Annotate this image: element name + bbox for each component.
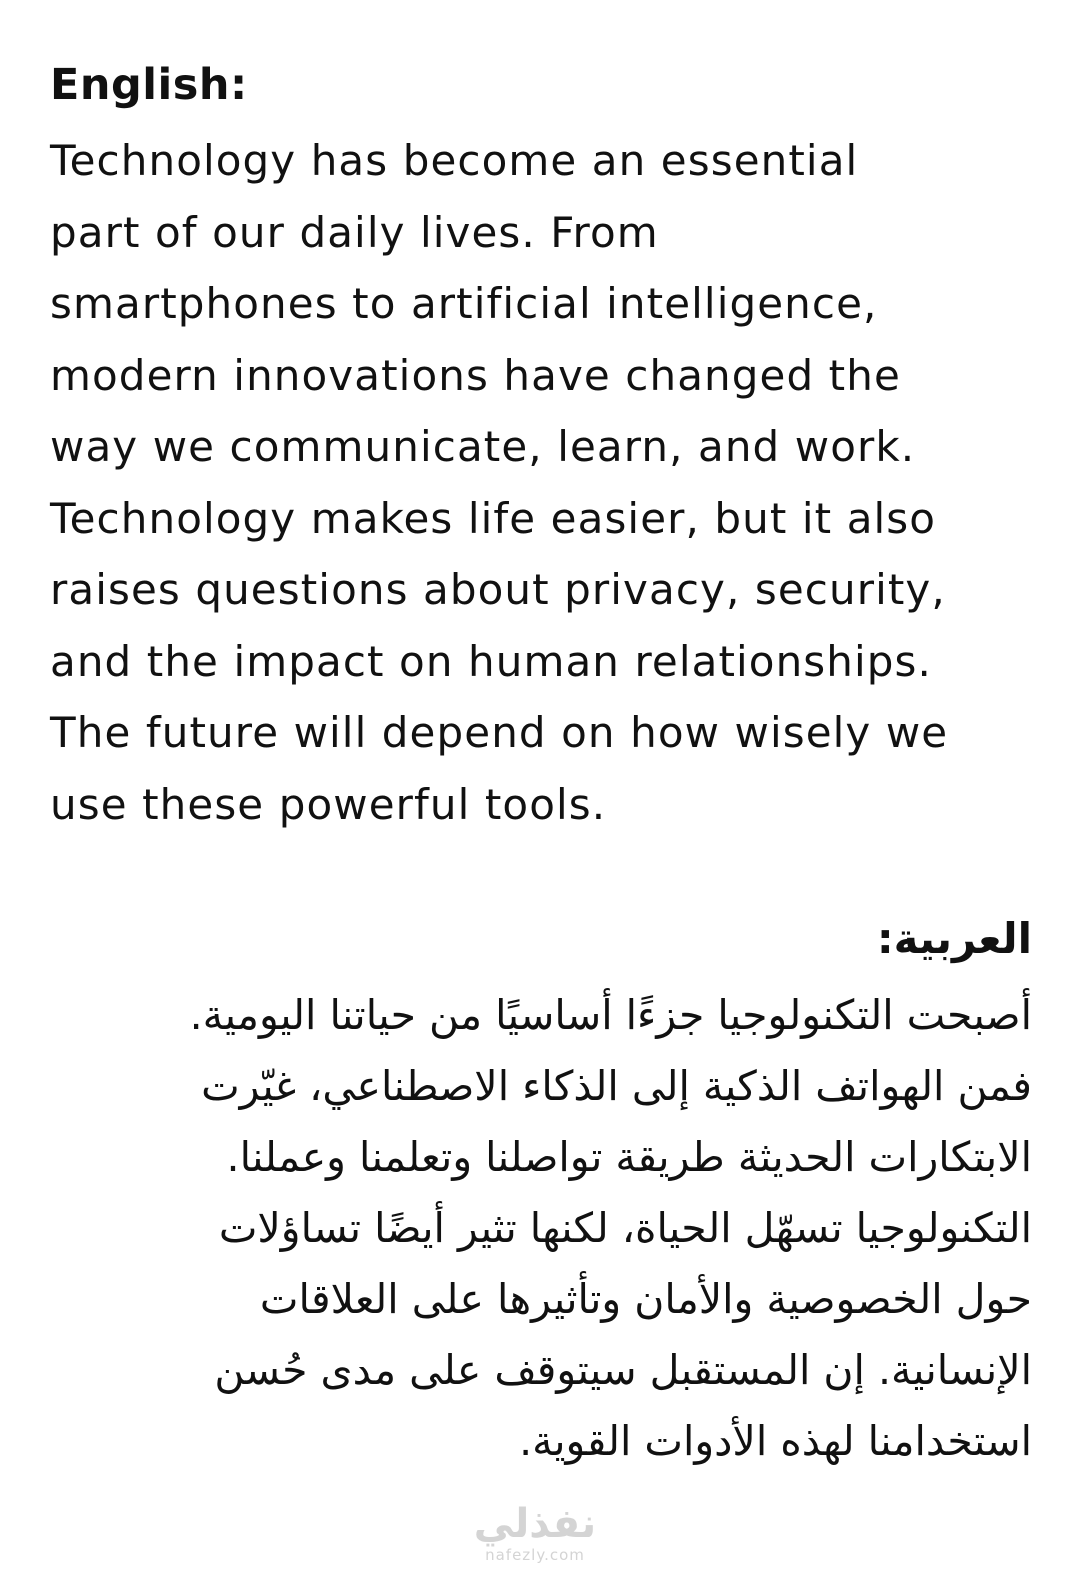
english-paragraph-line: modern innovations have changed the bbox=[50, 350, 901, 400]
english-paragraph-line: The future will depend on how wisely we bbox=[50, 708, 949, 757]
nafezly-watermark bbox=[460, 1502, 610, 1564]
english-paragraph-line: smartphones to artificial intelligence, bbox=[50, 279, 878, 328]
arabic-paragraph-line: أصبحت التكنولوجيا جزءًا أساسيًا من حياتنا اليومية. bbox=[189, 991, 1032, 1039]
english-paragraph-line: raises questions about privacy, security, bbox=[50, 565, 946, 614]
english-paragraph-line: way we communicate, learn, and work. bbox=[50, 422, 916, 471]
english-section bbox=[50, 54, 1035, 840]
arabic-paragraph-line: فمن الهواتف الذكية إلى الذكاء الاصطناعي، غيّرت bbox=[201, 1062, 1032, 1110]
watermark-logo: نفذلي bbox=[473, 1501, 597, 1547]
english-paragraph-line: use these powerful tools. bbox=[50, 779, 607, 829]
english-heading: English: bbox=[50, 60, 248, 110]
arabic-heading: العربية: bbox=[876, 914, 1032, 963]
arabic-paragraph-line: التكنولوجيا تسهّل الحياة، لكنها تثير أيضًا تساؤلات bbox=[218, 1204, 1032, 1252]
english-paragraph-line: part of our daily lives. From bbox=[50, 207, 659, 257]
english-paragraph-line: Technology makes life easier, but it also bbox=[50, 493, 937, 543]
arabic-paragraph-line: حول الخصوصية والأمان وتأثيرها على العلاقات bbox=[259, 1275, 1032, 1323]
arabic-section bbox=[52, 908, 1032, 1477]
arabic-paragraph-line: الإنسانية. إن المستقبل سيتوقف على مدى حُسن bbox=[214, 1346, 1032, 1394]
arabic-paragraph-line: استخدامنا لهذه الأدوات القوية. bbox=[519, 1417, 1032, 1465]
arabic-paragraph-line: الابتكارات الحديثة طريقة تواصلنا وتعلمنا وعملنا. bbox=[226, 1133, 1032, 1181]
english-paragraph-line: and the impact on human relationships. bbox=[50, 636, 932, 686]
watermark-url: nafezly.com bbox=[485, 1546, 585, 1564]
english-paragraph-line: Technology has become an essential bbox=[50, 136, 859, 185]
